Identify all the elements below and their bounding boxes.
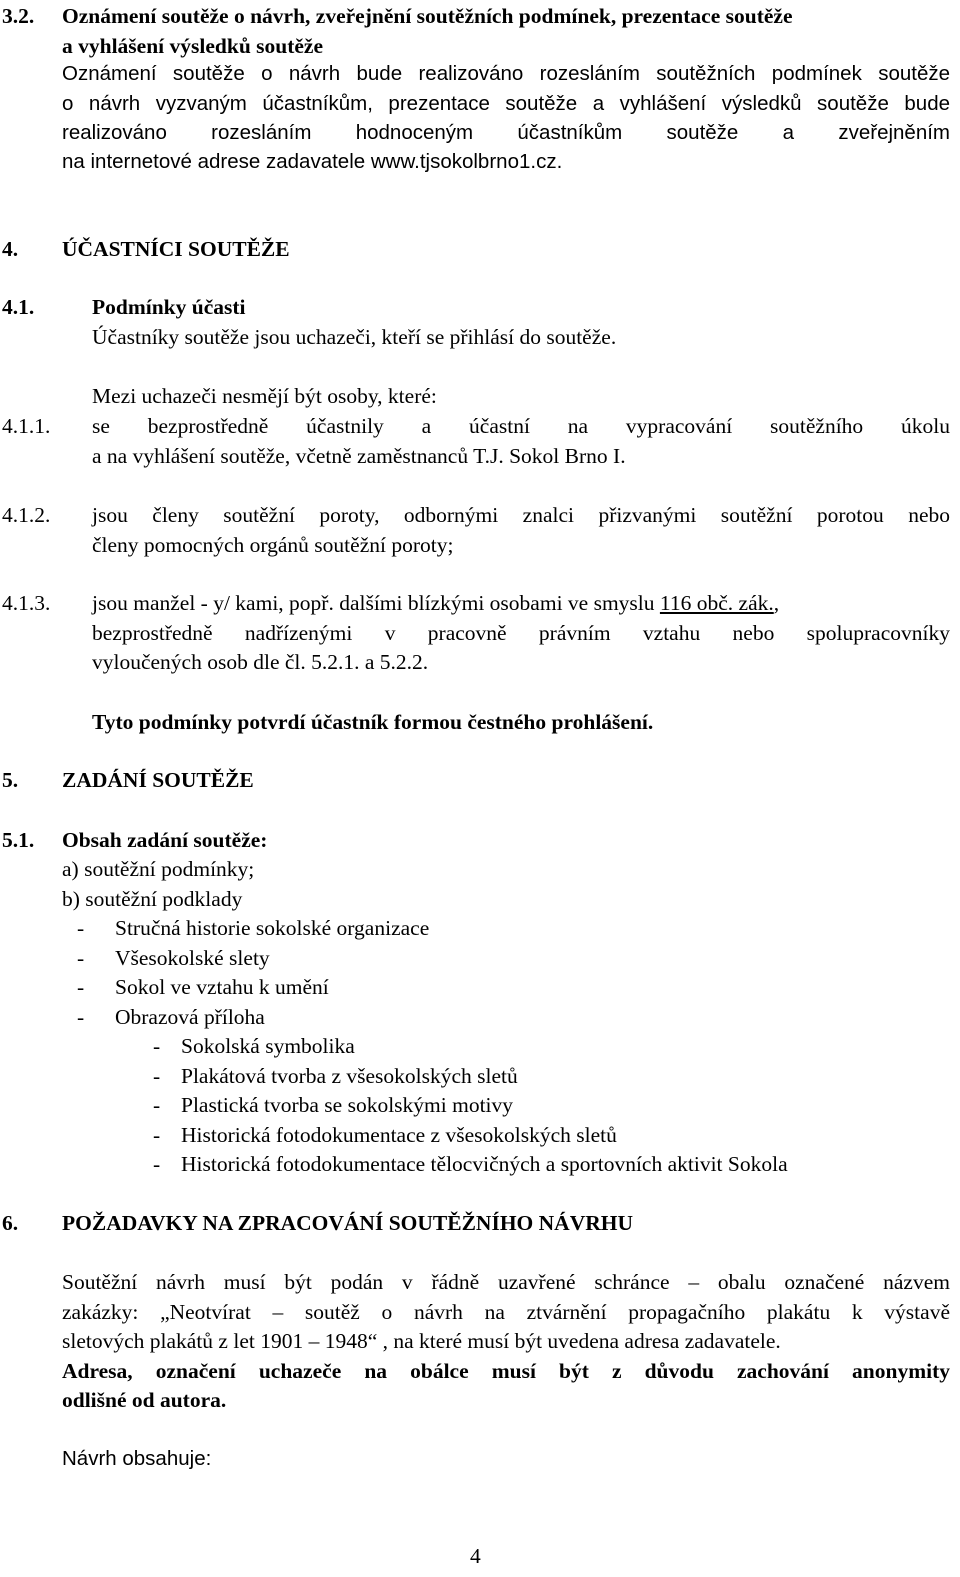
- list2-item: Historická fotodokumentace tělocvičných a sportovních aktivit Sokola: [181, 1152, 788, 1176]
- item-4-1-3-line3: vyloučených osob dle čl. 5.2.1. a 5.2.2.: [92, 650, 429, 674]
- list2-dash: -: [153, 1034, 161, 1058]
- item-4-1-1-line2: a na vyhlášení soutěže, včetně zaměstnanců T.J. Sokol Brno I.: [92, 444, 626, 468]
- section-3-2-body-line3: realizováno rozesláním hodnoceným účastníkům soutěže a zveřejněním: [62, 121, 950, 144]
- item-4-1-2-line1: jsou členy soutěžní poroty, odbornými znalci přizvanými soutěžní porotou nebo: [92, 503, 950, 527]
- section-3-2-title-line2: a vyhlášení výsledků soutěže: [62, 34, 324, 58]
- item-4-1-1-line1: se bezprostředně účastnily a účastní na vypracování soutěžního úkolu: [92, 414, 950, 438]
- list1-dash: -: [77, 916, 85, 940]
- section-5-1-number: 5.1.: [2, 828, 35, 852]
- section-4-1-title: Podmínky účasti: [92, 295, 246, 319]
- contents-item-a: a) soutěžní podmínky;: [62, 857, 255, 881]
- item-4-1-1-number: 4.1.1.: [2, 414, 51, 438]
- section-3-2-number: 3.2.: [2, 4, 35, 28]
- list1-item: Obrazová příloha: [115, 1005, 265, 1029]
- item-4-1-3-line2: bezprostředně nadřízenými v pracovně právním vztahu nebo spolupracovníky: [92, 621, 950, 645]
- section-3-2-body-line2: o návrh vyzvaným účastníkům, prezentace soutěže a vyhlášení výsledků soutěže bude: [62, 92, 950, 115]
- item-4-1-3-line1: [92, 593, 950, 615]
- section-4-title: ÚČASTNÍCI SOUTĚŽE: [62, 237, 290, 261]
- list1-dash: -: [77, 946, 85, 970]
- list2-dash: -: [153, 1093, 161, 1117]
- section-4-1-number: 4.1.: [2, 295, 35, 319]
- section-4-number: 4.: [2, 237, 19, 261]
- item-4-1-2-line2: členy pomocných orgánů soutěžní poroty;: [92, 533, 454, 557]
- item-4-1-2-number: 4.1.2.: [2, 503, 51, 527]
- list2-item: Sokolská symbolika: [181, 1034, 355, 1058]
- list2-dash: -: [153, 1064, 161, 1088]
- list2-item: Historická fotodokumentace z všesokolských sletů: [181, 1123, 617, 1147]
- list2-item: Plastická tvorba se sokolskými motivy: [181, 1093, 514, 1117]
- list1-dash: -: [77, 1005, 85, 1029]
- contents-item-b: b) soutěžní podklady: [62, 887, 243, 911]
- section-3-2-body-line1: Oznámení soutěže o návrh bude realizováno rozesláním soutěžních podmínek soutěže: [62, 62, 950, 85]
- anonymity-note-line2: odlišné od autora.: [62, 1388, 227, 1412]
- section-6-para-line1: Soutěžní návrh musí být podán v řádně uzavřené schránce – obalu označené názvem: [62, 1270, 950, 1294]
- exclusion-intro: Mezi uchazeči nesmějí být osoby, které:: [92, 384, 437, 408]
- item-4-1-3-line1-text: jsou manžel - y/ kami, popř. dalšími blízkými osobami ve smyslu: [92, 591, 660, 615]
- item-4-1-3-number: 4.1.3.: [2, 591, 51, 615]
- section-5-title: ZADÁNÍ SOUTĚŽE: [62, 768, 254, 792]
- section-6-para-line3: sletových plakátů z let 1901 – 1948“ , na které musí být uvedena adresa zadavatele.: [62, 1329, 781, 1353]
- page-number: 4: [470, 1544, 481, 1568]
- list2-dash: -: [153, 1152, 161, 1176]
- item-4-1-3-line1-comma: ,: [773, 591, 780, 615]
- list2-item: Plakátová tvorba z všesokolských sletů: [181, 1064, 518, 1088]
- section-3-2-title-line1: Oznámení soutěže o návrh, zveřejnění soutěžních podmínek, prezentace soutěže: [62, 4, 793, 28]
- list1-item: Všesokolské slety: [115, 946, 270, 970]
- section-3-2-body-line4: na internetové adrese zadavatele www.tjsokolbrno1.cz.: [62, 150, 563, 173]
- declaration-note: Tyto podmínky potvrdí účastník formou čestného prohlášení.: [92, 710, 654, 734]
- list1-item: Sokol ve vztahu k umění: [115, 975, 329, 999]
- paragraph-reference: 116 obč. zák.: [659, 591, 774, 615]
- section-5-1-title: Obsah zadání soutěže:: [62, 828, 268, 852]
- section-6-number: 6.: [2, 1211, 19, 1235]
- section-6-title: POŽADAVKY NA ZPRACOVÁNÍ SOUTĚŽNÍHO NÁVRHU: [62, 1211, 633, 1235]
- anonymity-note-line1: Adresa, označení uchazeče na obálce musí být z důvodu zachování anonymity: [62, 1359, 950, 1383]
- proposal-contents-label: Návrh obsahuje:: [62, 1447, 212, 1470]
- section-6-para-line2: zakázky: „Neotvírat – soutěž o návrh na ztvárnění propagačního plakátu k výstavě: [62, 1300, 950, 1324]
- list1-item: Stručná historie sokolské organizace: [115, 916, 430, 940]
- section-4-1-text: Účastníky soutěže jsou uchazeči, kteří se přihlásí do soutěže.: [92, 325, 617, 349]
- section-5-number: 5.: [2, 768, 19, 792]
- list1-dash: -: [77, 975, 85, 999]
- list2-dash: -: [153, 1123, 161, 1147]
